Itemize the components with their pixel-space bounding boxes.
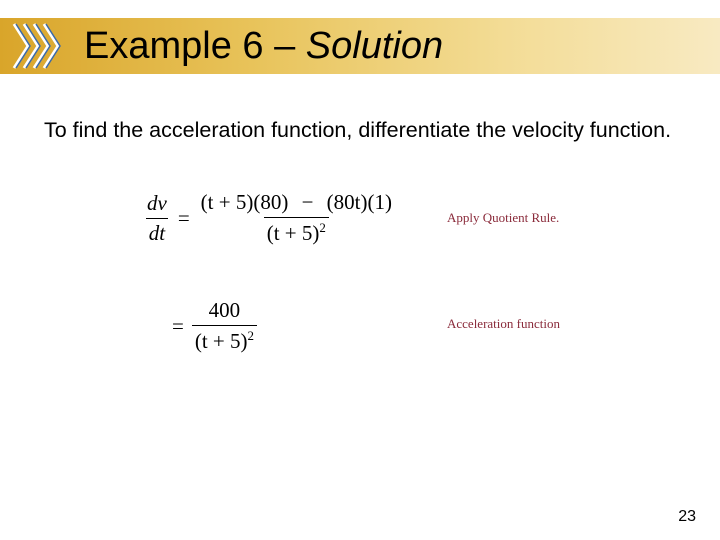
equals-sign-2: = xyxy=(172,313,184,338)
note-acceleration-function: Acceleration function xyxy=(447,316,560,331)
denominator-exponent: 2 xyxy=(319,220,326,235)
lhs-numerator: dv xyxy=(147,190,167,215)
acceleration-denominator-base: (t + 5) xyxy=(194,329,248,353)
quotient-rule-fraction xyxy=(198,190,395,246)
acceleration-numerator: 400 xyxy=(208,298,241,322)
acceleration-denominator xyxy=(192,325,257,354)
denominator-base: (t + 5) xyxy=(266,221,320,245)
quotient-numerator xyxy=(198,190,395,217)
equation-step-1 xyxy=(144,190,395,246)
minus-sign: − xyxy=(301,190,314,214)
slide-title xyxy=(84,24,443,68)
body-text: To find the acceleration function, differentiate the velocity function. xyxy=(44,118,672,142)
numerator-term-a: (t + 5)(80) xyxy=(200,190,289,214)
equation-step-2 xyxy=(172,298,257,354)
title-main: Example 6 – xyxy=(84,25,306,67)
quotient-denominator xyxy=(264,217,329,246)
numerator-term-b: (80t)(1) xyxy=(326,190,392,214)
title-emphasis: Solution xyxy=(305,25,444,67)
derivative-lhs xyxy=(144,191,170,246)
chevron-decoration-icon xyxy=(10,20,70,72)
note-quotient-rule: Apply Quotient Rule. xyxy=(447,210,560,225)
lhs-denominator: dt xyxy=(146,218,168,246)
acceleration-denominator-exponent: 2 xyxy=(247,328,255,343)
equals-sign: = xyxy=(177,205,190,230)
page-number: 23 xyxy=(678,508,696,525)
acceleration-fraction xyxy=(192,298,257,354)
